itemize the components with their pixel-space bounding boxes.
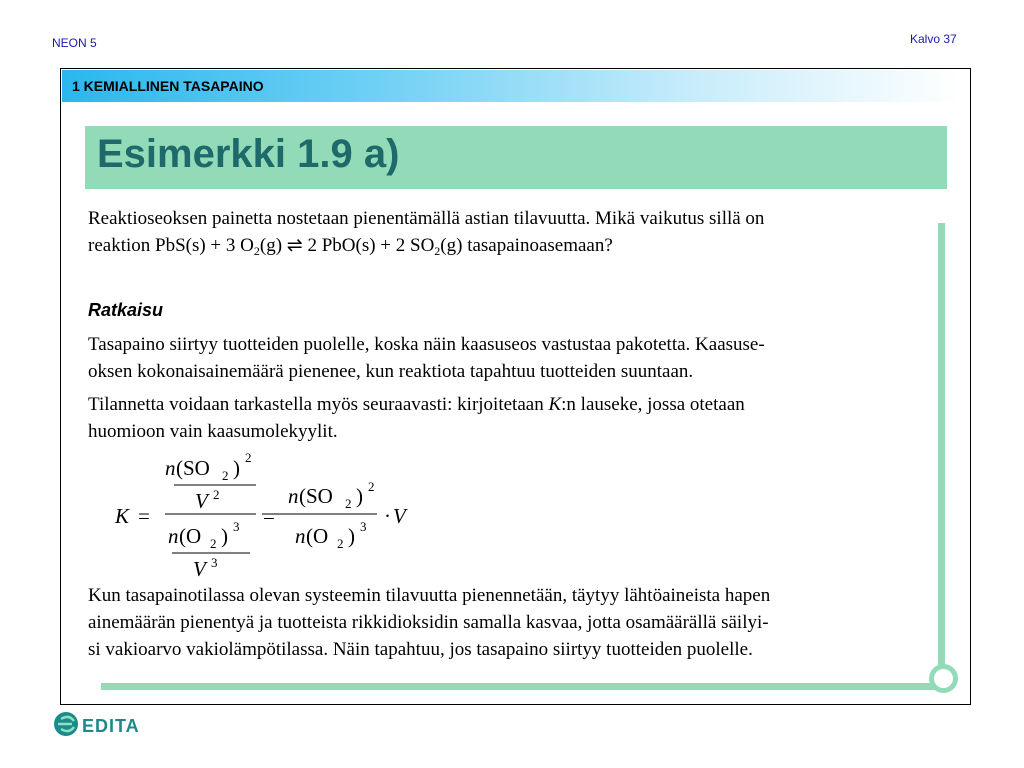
series-label: NEON 5 bbox=[52, 36, 97, 50]
svg-text:(SO: (SO bbox=[176, 456, 210, 480]
solution-paragraph-2: Tilannetta voidaan tarkastella myös seuraavasti: kirjoitetaan K:n lauseke, jossa otetaan huomioon vain kaasumolekyylit. bbox=[88, 394, 745, 442]
svg-text:3: 3 bbox=[360, 519, 367, 534]
edita-logo-text: EDITA bbox=[82, 716, 140, 736]
decor-horizontal-line bbox=[101, 683, 935, 690]
svg-text:3: 3 bbox=[233, 519, 240, 534]
svg-text:n: n bbox=[288, 484, 299, 508]
svg-text:2: 2 bbox=[222, 468, 229, 483]
svg-text:3: 3 bbox=[211, 555, 218, 570]
svg-text:2: 2 bbox=[337, 536, 344, 551]
slide-number: Kalvo 37 bbox=[910, 32, 957, 46]
svg-text:2: 2 bbox=[345, 496, 352, 511]
svg-text:V: V bbox=[195, 489, 208, 513]
svg-text:(O: (O bbox=[306, 524, 329, 548]
decor-vertical-line bbox=[938, 223, 945, 668]
question-text: Reaktioseoksen painetta nostetaan pienentämällä astian tilavuutta. Mikä vaikutus sillä on reaktion PbS(s) + 3 $O_2(g)$ ⇌ 2 PbO(s) + 2 $SO_2(g)$ tasapainoasemaan? bbox=[88, 208, 765, 258]
svg-text:·: · bbox=[384, 504, 391, 528]
equilibrium-equation bbox=[105, 448, 435, 588]
edita-logo bbox=[52, 710, 142, 738]
section-title: 1 KEMIALLINEN TASAPAINO bbox=[72, 78, 264, 94]
svg-text:=: = bbox=[263, 504, 275, 528]
svg-text:2: 2 bbox=[210, 536, 217, 551]
svg-text:): ) bbox=[233, 456, 240, 480]
slide-title: Esimerkki 1.9 a) bbox=[97, 132, 400, 176]
solution-heading: Ratkaisu bbox=[88, 300, 164, 320]
svg-text:2: 2 bbox=[368, 479, 375, 494]
svg-text:n: n bbox=[165, 456, 176, 480]
decor-circle bbox=[929, 664, 958, 693]
svg-text:(SO: (SO bbox=[299, 484, 333, 508]
solution-paragraph-1: Tasapaino siirtyy tuotteiden puolelle, koska näin kaasuseos vastustaa pakotetta. Kaasuse- oksen kokonaisainemäärä pienenee, kun reaktiota tapahtuu tuotteiden suuntaan. bbox=[88, 334, 765, 382]
conclusion-paragraph: Kun tasapainotilassa olevan systeemin tilavuutta pienennetään, täytyy lähtöaineista hapen ainemäärän pienentyä ja tuotteista rikkidioksidin samalla kasvaa, jotta osamäärällä säilyi- si vakioarvo vakiolämpötilassa. Näin tapahtuu, jos tasapaino siirtyy tuotteiden puolelle. bbox=[88, 585, 771, 660]
svg-text:V: V bbox=[193, 557, 206, 581]
svg-text:n: n bbox=[168, 524, 179, 548]
svg-text:n: n bbox=[295, 524, 306, 548]
svg-text:(O: (O bbox=[179, 524, 202, 548]
svg-text:V: V bbox=[393, 504, 406, 528]
svg-text:): ) bbox=[356, 484, 363, 508]
svg-text:): ) bbox=[348, 524, 355, 548]
svg-text:2: 2 bbox=[245, 450, 252, 465]
svg-text:=: = bbox=[138, 504, 150, 528]
svg-text:): ) bbox=[221, 524, 228, 548]
section-bar bbox=[62, 70, 962, 102]
svg-text:K: K bbox=[115, 504, 130, 528]
svg-text:2: 2 bbox=[213, 487, 220, 502]
title-bar bbox=[85, 126, 947, 189]
